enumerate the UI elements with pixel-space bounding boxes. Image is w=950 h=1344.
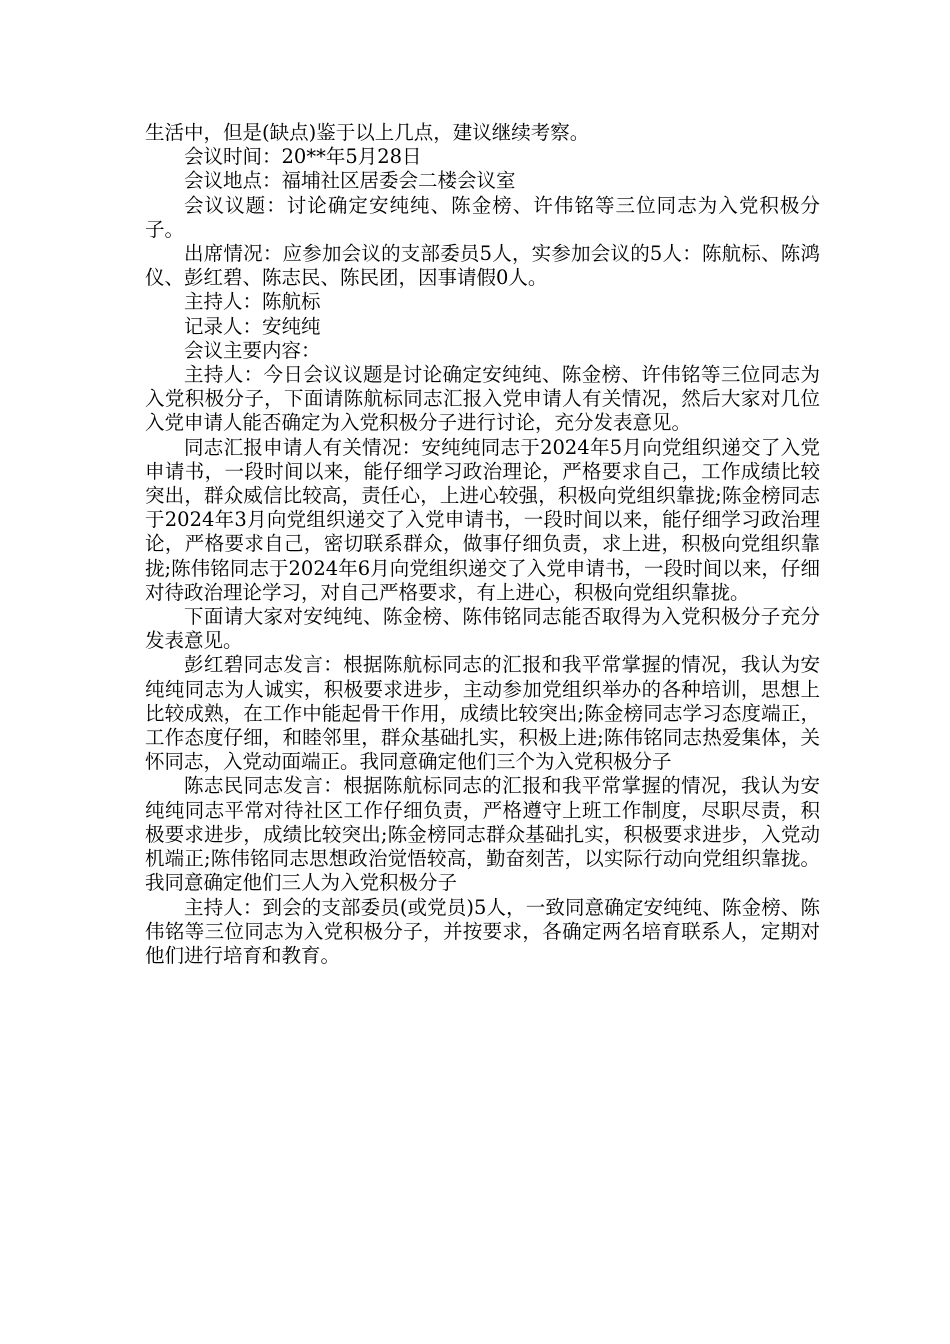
discussion-invitation: 下面请大家对安纯纯、陈金榜、陈伟铭同志能否取得为入党积极分子充分发表意见。: [145, 605, 820, 653]
speech-peng-hongbi: 彭红碧同志发言：根据陈航标同志的汇报和我平常掌握的情况，我认为安纯纯同志为人诚实，积极要求进步，主动参加党组织举办的各种培训，思想上比较成熟，在工作中能起骨干作用，成绩比较突出;陈金榜同志学习态度端正，工作态度仔细，和睦邻里，群众基础扎实，积极上进;陈伟铭同志热爱集体，关怀同志，入党动面端正。我同意确定他们三个为入党积极分子: [145, 653, 820, 774]
recorder: 记录人：安纯纯: [184, 314, 321, 338]
host-conclusion: 主持人：到会的支部委员(或党员)5人，一致同意确定安纯纯、陈金榜、陈伟铭等三位同志为入党积极分子，并按要求，各确定两名培育联系人，定期对他们进行培育和教育。: [145, 895, 820, 967]
applicant-report: 同志汇报申请人有关情况：安纯纯同志于2024年5月向党组织递交了入党申请书，一段时间以来，能仔细学习政治理论，严格要求自己，工作成绩比较突出，群众威信比较高，责任心，上进心较强，积极向党组织靠拢;陈金榜同志于2024年3月向党组织递交了入党申请书，一段时间以来，能仔细学习政治理论，严格要求自己，密切联系群众，做事仔细负责，求上进，积极向党组织靠拢;陈伟铭同志于2024年6月向党组织递交了入党申请书，一段时间以来，仔细对待政治理论学习，对自己严格要求，有上进心，积极向党组织靠拢。: [145, 435, 820, 604]
main-content-heading: 会议主要内容：: [184, 338, 321, 362]
host: 主持人：陈航标: [184, 290, 321, 314]
meeting-topic: 会议议题：讨论确定安纯纯、陈金榜、许伟铭等三位同志为入党积极分子。: [145, 193, 820, 241]
meeting-minutes-body: [145, 121, 820, 968]
attendance: 出席情况：应参加会议的支部委员5人，实参加会议的5人：陈航标、陈鸿仪、彭红碧、陈志民、陈民团，因事请假0人。: [145, 242, 820, 290]
meeting-time: 会议时间：20**年5月28日: [184, 145, 422, 169]
continuation-paragraph: 生活中，但是(缺点)鉴于以上几点，建议继续考察。: [145, 121, 590, 144]
speech-chen-zhimin: 陈志民同志发言：根据陈航标同志的汇报和我平常掌握的情况，我认为安纯纯同志平常对待社区工作仔细负责，严格遵守上班工作制度，尽职尽责，积极要求进步，成绩比较突出;陈金榜同志群众基础扎实，积极要求进步，入党动机端正;陈伟铭同志思想政治觉悟较高，勤奋刻苦，以实际行动向党组织靠拢。我同意确定他们三人为入党积极分子: [145, 774, 820, 895]
host-opening-remarks: 主持人：今日会议议题是讨论确定安纯纯、陈金榜、许伟铭等三位同志为入党积极分子，下面请陈航标同志汇报入党申请人有关情况，然后大家对几位入党申请人能否确定为入党积极分子进行讨论，充分发表意见。: [145, 363, 820, 435]
meeting-location: 会议地点：福埔社区居委会二楼会议室: [184, 169, 516, 193]
